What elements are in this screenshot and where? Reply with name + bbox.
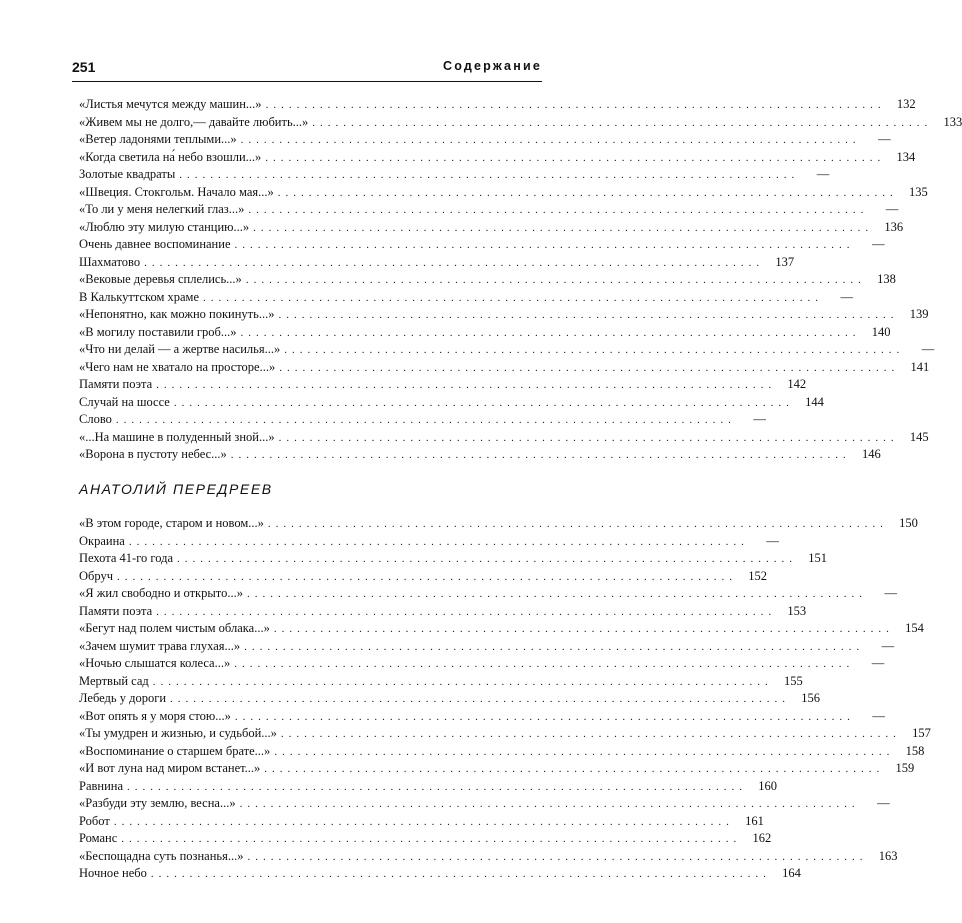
toc-entry xyxy=(79,446,881,464)
toc-entry xyxy=(79,690,821,708)
toc-entry-title: Робот xyxy=(79,813,110,828)
toc-entry-title: Шахматово xyxy=(79,254,141,269)
dot-leader: ................................................................................ xyxy=(117,570,738,583)
toc-entry-title: «Беспощадна суть познанья...» xyxy=(79,848,244,863)
toc-entry-page: 156 xyxy=(801,691,821,705)
toc-entry-page: 163 xyxy=(878,848,898,863)
section-author-heading: АНАТОЛИЙ ПЕРЕДРЕЕВ xyxy=(79,481,273,497)
page-number: 251 xyxy=(72,59,96,75)
toc-entry-title: Памяти поэта xyxy=(79,603,153,618)
toc-entry-title: «Вот опять я у моря стою...» xyxy=(79,708,231,723)
toc-entry-page: 141 xyxy=(910,359,930,374)
toc-entry xyxy=(79,96,916,114)
toc-entry xyxy=(79,201,899,219)
dot-leader: ................................................................................ xyxy=(234,658,855,670)
toc-entry xyxy=(79,306,929,324)
toc-entry-page: 137 xyxy=(775,254,795,269)
toc-entry-title: «Бегут над полем чистым облака...» xyxy=(79,621,270,635)
toc-entry-title: «Непонятно, как можно покинуть...» xyxy=(79,307,275,321)
toc-entry-title: Окраина xyxy=(79,533,125,548)
toc-entry xyxy=(79,394,824,412)
toc-entry xyxy=(79,515,918,533)
toc-entry xyxy=(79,429,929,447)
toc-entry xyxy=(79,149,916,167)
toc-entry xyxy=(79,324,891,342)
toc-entry-page: — xyxy=(816,167,830,181)
toc-entry-page: — xyxy=(885,202,899,216)
toc-entry xyxy=(79,131,891,149)
toc-entry xyxy=(79,655,885,673)
dot-leader: ................................................................................ xyxy=(280,728,901,740)
toc-entry xyxy=(79,673,803,691)
toc-entry-title: Очень давнее воспоминание xyxy=(79,237,231,251)
toc-entry-title: «Люблю эту милую станцию...» xyxy=(79,219,250,234)
toc-entry-page: 134 xyxy=(896,149,916,164)
toc-entry-page: 135 xyxy=(909,184,928,199)
toc-entry-page: 133 xyxy=(943,114,962,129)
toc-entry-page: 160 xyxy=(758,778,778,793)
toc-entry-page: 164 xyxy=(782,866,801,880)
toc-entry-title: «В могилу поставили гроб...» xyxy=(79,324,237,339)
toc-entry-page: 159 xyxy=(895,761,915,775)
toc-entry-page: 150 xyxy=(899,516,918,530)
toc-entry-page: 154 xyxy=(905,621,924,635)
toc-entry-page: — xyxy=(753,412,766,426)
dot-leader: ................................................................................ xyxy=(278,431,899,444)
dot-leader: ................................................................................ xyxy=(230,449,851,461)
toc-entry xyxy=(79,166,830,184)
dot-leader: ................................................................................ xyxy=(267,518,888,530)
toc-entry-page: 155 xyxy=(784,673,803,688)
toc-entry-title: «Вековые деревья сплелись...» xyxy=(79,272,242,286)
dot-leader: ................................................................................ xyxy=(284,344,905,356)
toc-entry xyxy=(79,376,807,394)
toc-entry xyxy=(79,271,896,289)
toc-entry-title: «То ли у меня нелегкий глаз...» xyxy=(79,202,245,216)
toc-entry-page: 151 xyxy=(808,551,828,565)
dot-leader: ................................................................................ xyxy=(179,169,800,181)
toc-entry xyxy=(79,533,779,551)
toc-entry-title: Случай на шоссе xyxy=(79,394,170,409)
toc-entry xyxy=(79,219,904,237)
toc-entry-title: «...На машине в полуденный зной...» xyxy=(79,429,275,444)
toc-entry-page: 157 xyxy=(912,726,931,740)
toc-entry-title: Лебедь у дороги xyxy=(79,691,167,705)
toc-entry-page: 162 xyxy=(752,831,772,845)
dot-leader: ................................................................................ xyxy=(265,151,886,164)
dot-leader: ................................................................................ xyxy=(253,221,874,234)
toc-entry-title: «И вот луна над миром встанет...» xyxy=(79,761,261,775)
toc-entry-page: 158 xyxy=(905,743,925,758)
dot-leader: ................................................................................ xyxy=(173,396,794,409)
dot-leader: ................................................................................ xyxy=(203,291,823,304)
toc-entry-title: Памяти поэта xyxy=(79,377,153,391)
toc-entry-page: — xyxy=(881,638,895,653)
dot-leader: ................................................................................ xyxy=(277,186,898,199)
dot-leader: ................................................................................ xyxy=(127,780,748,793)
page-header xyxy=(72,59,542,82)
toc-entry xyxy=(79,114,962,132)
toc-entry-page: — xyxy=(872,708,885,723)
toc-entry-title: Золотые квадраты xyxy=(79,167,176,181)
toc-entry xyxy=(79,865,801,883)
running-title: Содержание xyxy=(442,59,542,73)
toc-entry-title: «Швеция. Стокгольм. Начало мая...» xyxy=(79,184,274,199)
toc-entry-title: «Ты умудрен и жизнью, и судьбой...» xyxy=(79,726,277,740)
toc-entry-title: «Воспоминание о старшем брате...» xyxy=(79,743,271,758)
toc-entry xyxy=(79,795,890,813)
dot-leader: ................................................................................ xyxy=(240,134,861,146)
toc-entry xyxy=(79,184,928,202)
dot-leader: ................................................................................ xyxy=(265,99,886,111)
toc-entry xyxy=(79,603,807,621)
toc-entry xyxy=(79,813,764,831)
dot-leader: ................................................................................ xyxy=(239,798,860,810)
toc-entry-title: Пехота 41-го года xyxy=(79,551,174,565)
toc-entry-title: «Ветер ладонями теплыми...» xyxy=(79,132,237,146)
dot-leader: ................................................................................ xyxy=(244,640,865,653)
toc-entry xyxy=(79,848,898,866)
dot-leader: ................................................................................ xyxy=(247,850,868,863)
toc-entry xyxy=(79,289,853,307)
toc-entry-title: Слово xyxy=(79,412,112,426)
dot-leader: ................................................................................ xyxy=(121,833,742,845)
dot-leader: ................................................................................ xyxy=(128,535,749,548)
toc-entry-page: — xyxy=(871,656,885,670)
toc-entry-title: «Чего нам не хватало на просторе...» xyxy=(79,359,276,374)
toc-entry-title: «Листья мечутся между машин...» xyxy=(79,97,262,111)
toc-entry-page: 132 xyxy=(896,97,916,111)
dot-leader: ................................................................................ xyxy=(156,379,777,391)
toc-entry-title: Романс xyxy=(79,831,118,845)
toc-entry-page: 144 xyxy=(805,394,824,409)
toc-entry xyxy=(79,760,915,778)
toc-entry xyxy=(79,725,931,743)
toc-entry-title: «Что ни делай — а жертве насилья...» xyxy=(79,342,281,356)
toc-entry-title: Равнина xyxy=(79,778,124,793)
toc-entry xyxy=(79,830,772,848)
toc-entry-page: — xyxy=(877,796,890,810)
toc-entry-page: — xyxy=(872,237,885,251)
toc-entry-page: — xyxy=(878,132,891,146)
toc-entry-title: Обруч xyxy=(79,568,114,583)
toc-entry-page: 140 xyxy=(871,324,891,339)
toc-entry xyxy=(79,359,930,377)
toc-entry-page: 136 xyxy=(884,219,904,234)
toc-entry-page: 145 xyxy=(909,429,929,444)
toc-entry-title: В Калькуттском храме xyxy=(79,289,199,304)
toc-entry xyxy=(79,236,885,254)
toc-entry-title: Мертвый сад xyxy=(79,673,149,688)
toc-entry-title: «Когда светила на́ небо взошли...» xyxy=(79,149,262,164)
dot-leader: ................................................................................ xyxy=(279,361,900,374)
toc-entry-title: «Ворона в пустоту небес...» xyxy=(79,447,227,461)
dot-leader: ................................................................................ xyxy=(170,693,791,705)
dot-leader: ................................................................................ xyxy=(312,116,933,129)
toc-entry-title: «Разбуди эту землю, весна...» xyxy=(79,796,236,810)
toc-entry xyxy=(79,620,924,638)
toc-entry-title: Ночное небо xyxy=(79,866,147,880)
dot-leader: ................................................................................ xyxy=(234,239,855,251)
dot-leader: ................................................................................ xyxy=(245,274,866,286)
dot-leader: ................................................................................ xyxy=(113,815,734,828)
dot-leader: ................................................................................ xyxy=(278,309,899,321)
dot-leader: ................................................................................ xyxy=(273,623,894,635)
toc-entry-title: «Зачем шумит трава глухая...» xyxy=(79,638,241,653)
toc-entry xyxy=(79,568,768,586)
toc-entry xyxy=(79,254,795,272)
dot-leader: ................................................................................ xyxy=(274,745,895,758)
toc-entry xyxy=(79,550,828,568)
toc-entry-page: 139 xyxy=(909,307,929,321)
toc-entry-page: 161 xyxy=(745,813,764,828)
dot-leader: ................................................................................ xyxy=(177,553,798,565)
toc-entry-page: 153 xyxy=(787,603,807,618)
toc-entry xyxy=(79,411,766,429)
dot-leader: ................................................................................ xyxy=(240,326,861,339)
toc-entry-page: 138 xyxy=(877,272,896,286)
toc-entry xyxy=(79,638,895,656)
dot-leader: ................................................................................ xyxy=(264,763,885,775)
toc-entry xyxy=(79,778,778,796)
dot-leader: ................................................................................ xyxy=(152,675,773,688)
dot-leader: ................................................................................ xyxy=(234,710,855,723)
toc-entry xyxy=(79,341,935,359)
toc-section-2 xyxy=(79,515,931,883)
dot-leader: ................................................................................ xyxy=(246,588,867,600)
toc-entry-page: 142 xyxy=(787,377,807,391)
toc-entry-page: — xyxy=(840,289,853,304)
toc-entry xyxy=(79,708,885,726)
dot-leader: ................................................................................ xyxy=(248,204,869,216)
toc-entry xyxy=(79,743,925,761)
toc-entry-page: 146 xyxy=(862,447,881,461)
toc-entry-page: 152 xyxy=(748,568,768,583)
dot-leader: ................................................................................ xyxy=(115,414,736,426)
dot-leader: ................................................................................ xyxy=(150,868,771,880)
toc-entry-page: — xyxy=(884,586,897,600)
toc-entry-title: «Я жил свободно и открыто...» xyxy=(79,586,243,600)
toc-entry-title: «Живем мы не долго,— давайте любить...» xyxy=(79,114,309,129)
toc-entry-page: — xyxy=(921,342,935,356)
toc-entry-title: «Ночью слышатся колеса...» xyxy=(79,656,231,670)
toc-entry-page: — xyxy=(766,533,779,548)
toc-section-1 xyxy=(79,96,962,464)
dot-leader: ................................................................................ xyxy=(156,605,777,618)
toc-entry xyxy=(79,585,897,603)
toc-entry-title: «В этом городе, старом и новом...» xyxy=(79,516,264,530)
dot-leader: ................................................................................ xyxy=(144,256,765,269)
